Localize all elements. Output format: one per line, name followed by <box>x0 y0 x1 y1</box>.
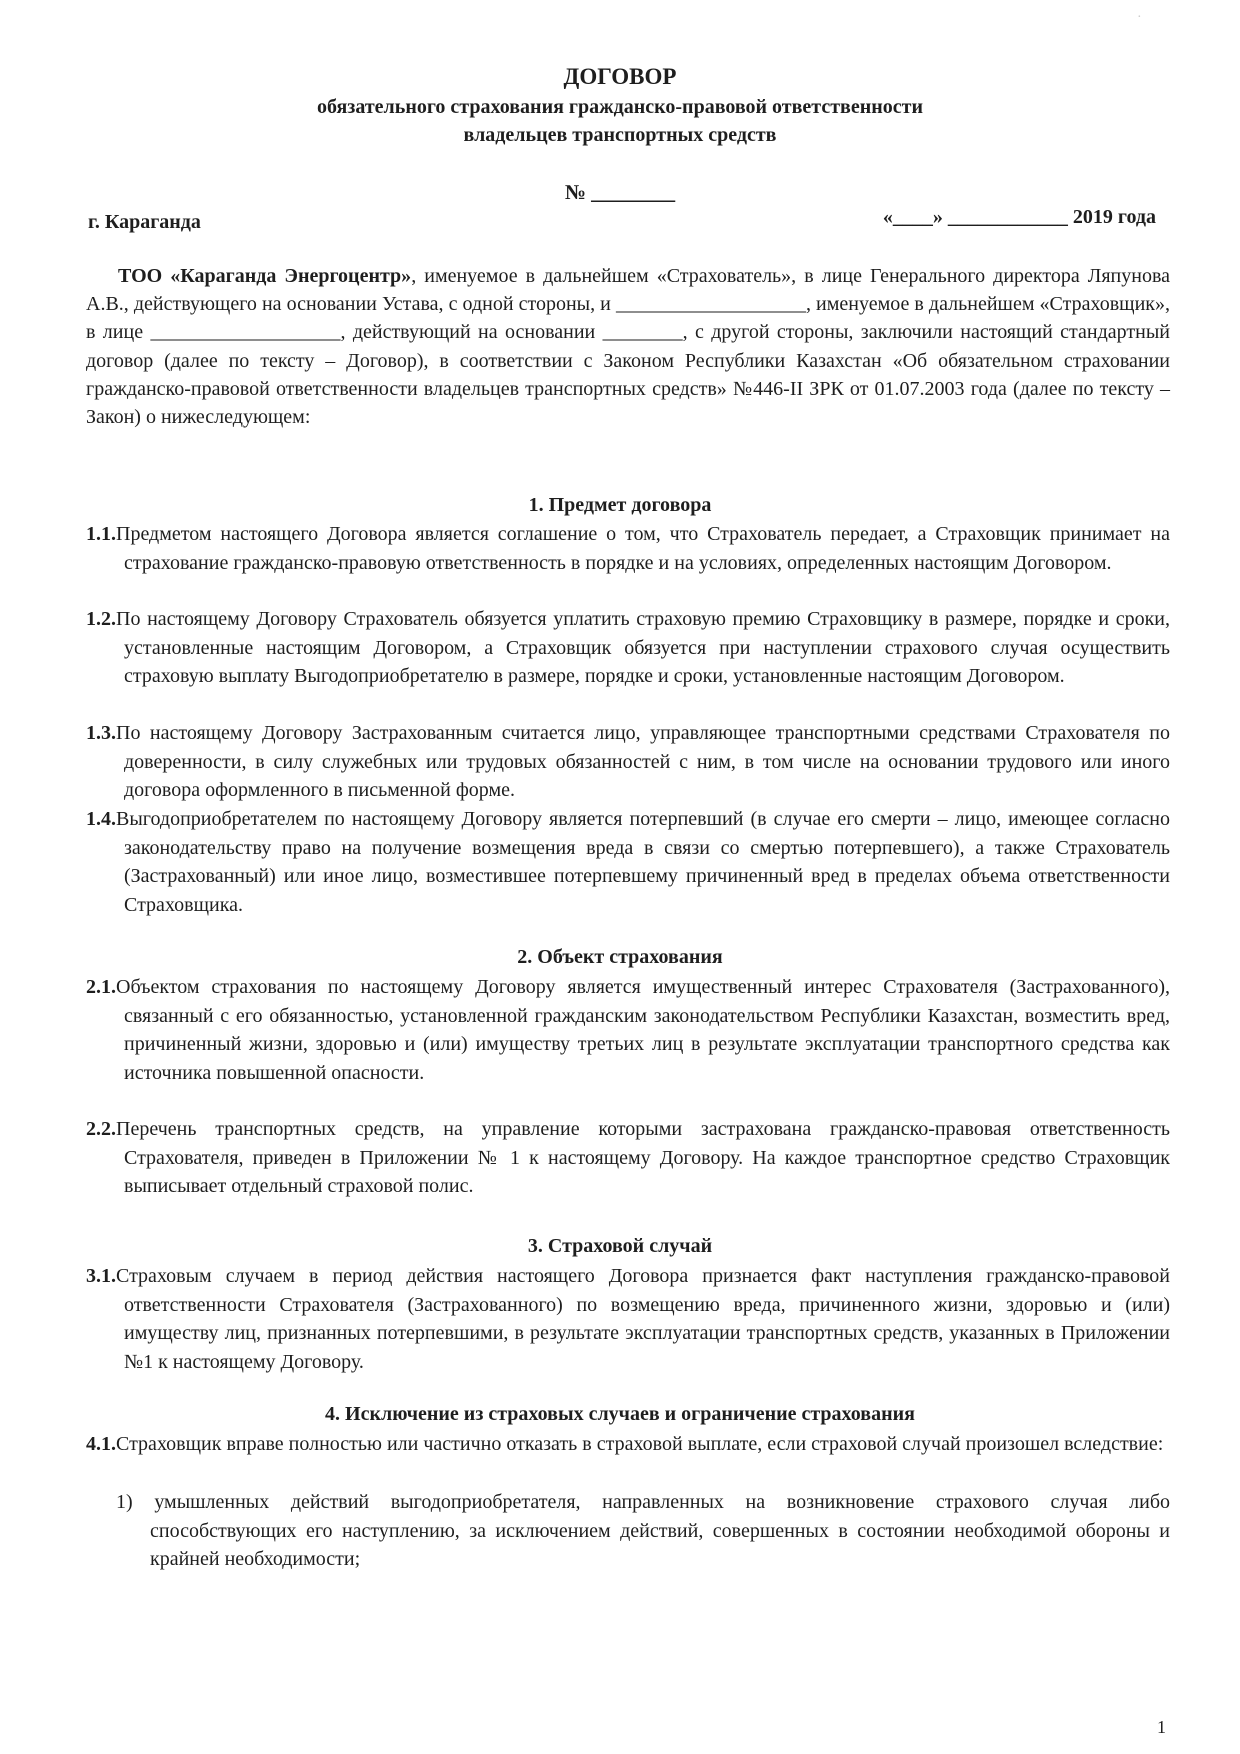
clause-1-1: 1.1.Предметом настоящего Договора является соглашение о том, что Страхователь передает, а Страховщик принимает на страхование гражданско-правовую ответственность в порядке и на условиях, определенных настоящим Договором. <box>86 523 1170 574</box>
clause-4-1: 4.1.Страховщик вправе полностью или частично отказать в страховой выплате, если страховой случай произошел вследствие: <box>86 1433 1164 1455</box>
document-subtitle-1: обязательного страхования гражданско-правовой ответственности <box>316 96 924 118</box>
contract-date: «____» ____________ 2019 года <box>882 206 1156 228</box>
clause-1-4: 1.4.Выгодоприобретателем по настоящему Договору является потерпевший (в случае его смерти – лицо, имеющее согласно законодательству право на получение возмещения вреда в связи со смертью потерпевшего), а также Страхователь (Застрахованный) или иное лицо, возместившее потерпевшему причиненный вред в пределах объема ответственности Страховщика. <box>86 808 1170 916</box>
contract-city: г. Караганда <box>88 211 201 233</box>
clause-1-2: 1.2.По настоящему Договору Страхователь обязуется уплатить страховую премию Страховщику в размере, порядке и сроки, установленные настоящим Договором, а Страховщик обязуется при наступлении страхового случая осуществить страховую выплату Выгодоприобретателю в размере, порядке и сроки, установленные настоящим Договором. <box>86 608 1170 688</box>
clause-1-3: 1.3.По настоящему Договору Застрахованным считается лицо, управляющее транспортными средствами Страхователя по доверенности, в силу служебных или трудовых обязанностей с ним, в том числе на основании трудового или иного договора оформленного в письменной форме. <box>86 722 1170 802</box>
section-heading-3: 3. Страховой случай <box>527 1235 713 1257</box>
insured-party-name: ТОО «Караганда Энергоцентр» <box>118 265 412 287</box>
section-heading-2: 2. Объект страхования <box>517 946 723 968</box>
section-heading-4: 4. Исключение из страховых случаев и ограничение страхования <box>325 1403 915 1425</box>
clause-2-1: 2.1.Объектом страхования по настоящему Договору является имущественный интерес Страхователя (Застрахованного), связанный с его обязанностью, установленной гражданским законодательством Республики Казахстан, возместить вред, причиненный жизни, здоровью и (или) имуществу третьих лиц в результате эксплуатации транспортного средства как источника повышенной опасности. <box>86 976 1170 1084</box>
clause-4-1-item-1: 1) умышленных действий выгодоприобретателя, направленных на возникновение страхового случая либо способствующих его наступлению, за исключением действий, совершенных в состоянии необходимой обороны и крайней необходимости; <box>116 1491 1171 1571</box>
section-heading-1: 1. Предмет договора <box>528 494 712 516</box>
contract-number: № ________ <box>564 180 676 204</box>
preamble-paragraph <box>86 262 1170 431</box>
clause-3-1: 3.1.Страховым случаем в период действия настоящего Договора признается факт наступления гражданско-правовой ответственности Страхователя (Застрахованного) по возмещению вреда, причиненного жизни, здоровью и (или) имуществу лиц, признанных потерпевшими, в результате эксплуатации транспортных средств, указанных в Приложении №1 к настоящему Договору. <box>86 1265 1170 1373</box>
page-number: 1 <box>1157 1717 1166 1737</box>
document-title: ДОГОВОР <box>563 64 677 89</box>
document-subtitle-2: владельцев транспортных средств <box>463 124 777 146</box>
preamble-text: , именуемое в дальнейшем «Страхователь», в лице Генерального директора Ляпунова А.В., действующего на основании Устава, с одной стороны, и ___________________, именуемое в дальнейшем «Страховщик», в лице ___________________, действующий на основании ________, с другой стороны, заключили настоящий стандартный договор (далее по тексту – Договор), в соответствии с Законом Республики Казахстан «Об обязательном страховании гражданско-правовой ответственности владельцев транспортных средств» №446-II ЗРК от 01.07.2003 года (далее по тексту – Закон) о нижеследующем: <box>86 265 1171 429</box>
clause-2-2: 2.2.Перечень транспортных средств, на управление которыми застрахована гражданско-правовая ответственность Страхователя, приведен в Приложении № 1 к настоящему Договору. На каждое транспортное средство Страховщик выписывает отдельный страховой полис. <box>86 1118 1170 1198</box>
scan-speck: · <box>1137 10 1142 25</box>
